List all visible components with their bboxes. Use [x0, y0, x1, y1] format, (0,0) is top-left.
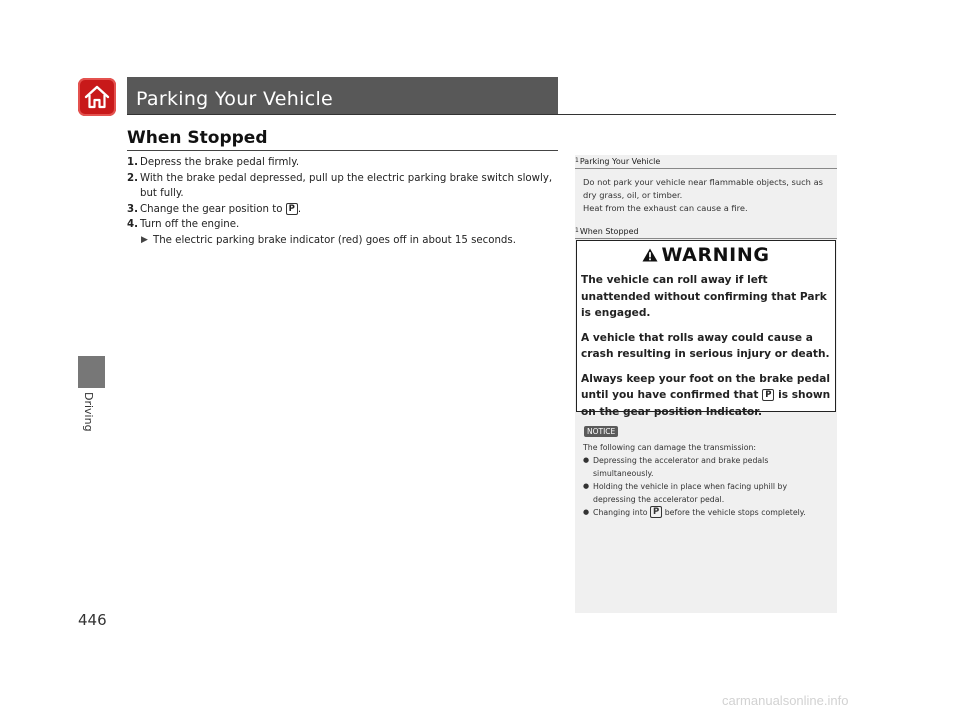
watermark: carmanualsonline.info — [722, 693, 849, 708]
gear-p-key: P — [286, 203, 298, 215]
section-heading: When Stopped — [127, 128, 268, 148]
step-result-text: The electric parking brake indicator (red) goes off in about 15 seconds. — [153, 234, 516, 246]
warning-paragraph: The vehicle can roll away if left unattended without confirming that Park is engaged. — [581, 274, 827, 319]
note-divider — [575, 168, 837, 169]
step-item — [127, 155, 562, 171]
step-item — [127, 171, 562, 202]
warning-paragraph — [581, 371, 833, 421]
step-result — [140, 233, 562, 249]
note-line: Heat from the exhaust can cause a fire. — [583, 203, 748, 213]
warning-text — [581, 272, 833, 428]
steps-list — [127, 155, 562, 248]
warning-paragraph: A vehicle that rolls away could cause a crash resulting in serious injury or death. — [581, 331, 830, 360]
note-heading-text: When Stopped — [579, 227, 639, 236]
note-index: 1 — [575, 157, 579, 164]
warning-text-part: is shown on the gear position Indicator. — [581, 389, 831, 418]
notice-text-part: before the vehicle stops completely. — [664, 508, 806, 517]
home-button[interactable] — [78, 78, 116, 116]
section-divider — [127, 150, 558, 151]
step-text: With the brake pedal depressed, pull up the electric parking brake switch slowly, but fully. — [140, 172, 553, 199]
notice-badge: NOTICE — [584, 426, 618, 437]
chapter-tab[interactable] — [78, 356, 105, 388]
gear-p-key: P — [650, 506, 662, 518]
step-number: 3. — [127, 203, 138, 215]
notice-item — [583, 506, 828, 519]
note-parking-body — [583, 176, 828, 215]
step-text: Change the gear position to — [140, 203, 283, 215]
chapter-label: Driving — [82, 392, 95, 432]
notice-text-part: Changing into — [593, 508, 648, 517]
step-text: Turn off the engine. — [140, 219, 240, 230]
home-icon — [84, 85, 110, 109]
notice-intro: The following can damage the transmission: — [583, 443, 757, 452]
warning-triangle-icon — [642, 248, 658, 262]
notice-item: ● Depressing the accelerator and brake pedals simultaneously. — [583, 454, 828, 480]
note-heading-parking[interactable] — [575, 157, 837, 166]
step-number: 4. — [127, 219, 138, 230]
page-number: 446 — [78, 611, 107, 629]
notice-item: ● Holding the vehicle in place when facing uphill by depressing the accelerator pedal. — [583, 480, 828, 506]
warning-header — [576, 240, 836, 269]
step-text-end: . — [297, 203, 302, 215]
step-item — [127, 202, 562, 218]
notice-text — [583, 441, 828, 519]
step-item — [127, 217, 562, 248]
note-index: 1 — [575, 227, 579, 234]
gear-p-key: P — [762, 389, 774, 401]
step-text: Depress the brake pedal firmly. — [140, 157, 300, 168]
arrow-right-icon: ▶ — [141, 234, 148, 245]
note-line: Do not park your vehicle near flammable objects, such as dry grass, oil, or timber. — [583, 177, 823, 200]
note-heading-text: Parking Your Vehicle — [579, 157, 661, 166]
warning-title: WARNING — [661, 243, 770, 266]
warning-text-part: Always keep your foot on the brake pedal until you have confirmed that — [581, 372, 831, 401]
note-divider — [575, 238, 837, 239]
page-title: Parking Your Vehicle — [136, 88, 334, 110]
title-divider — [127, 114, 836, 115]
step-number: 1. — [127, 157, 138, 168]
note-heading-stopped[interactable] — [575, 227, 837, 236]
page-title-bar — [127, 77, 558, 114]
step-number: 2. — [127, 172, 138, 184]
